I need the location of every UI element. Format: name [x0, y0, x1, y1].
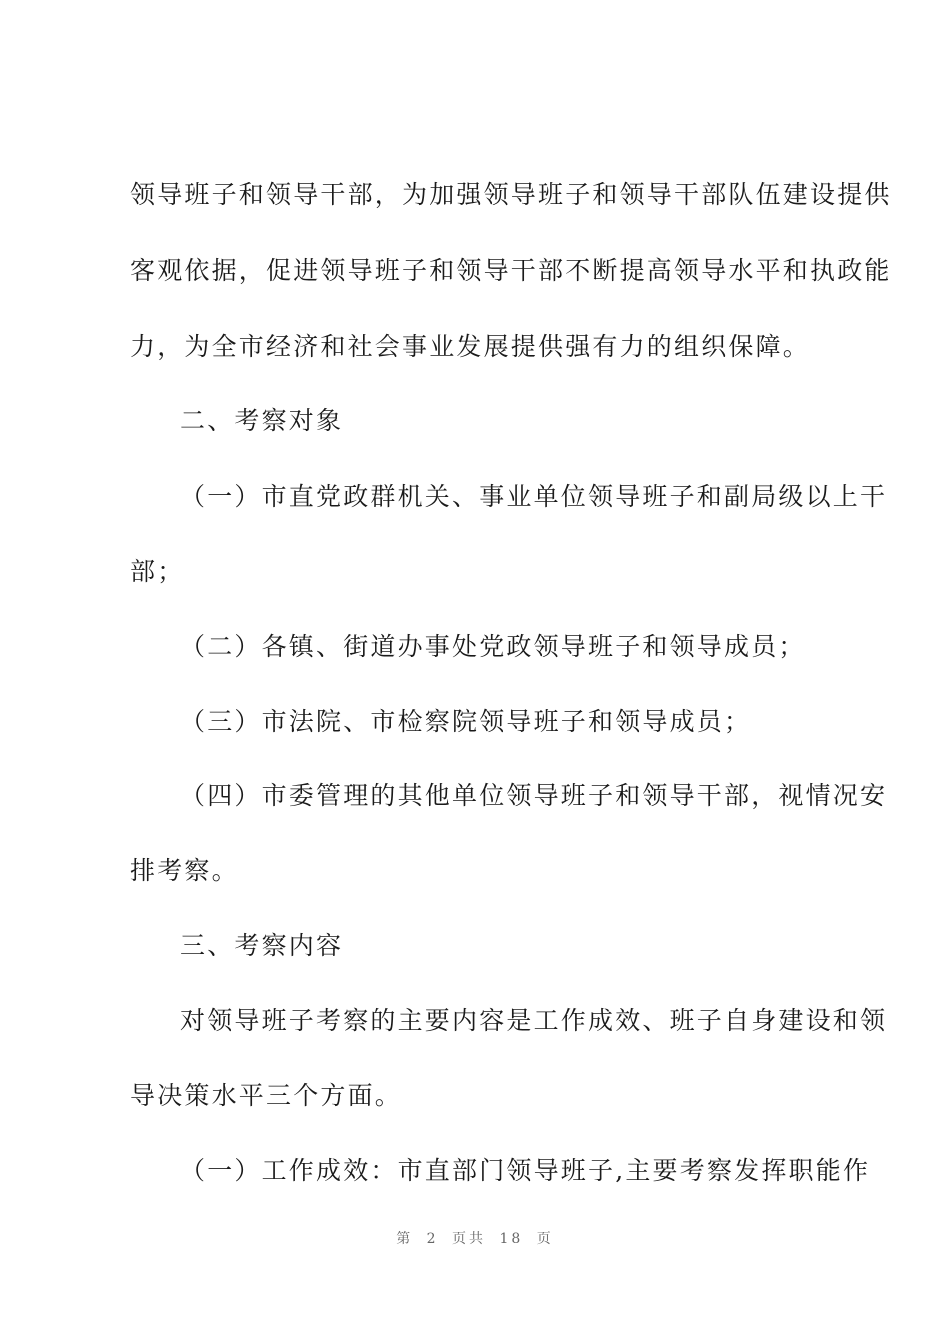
- section-heading: 三、考察内容: [180, 931, 344, 960]
- paragraph-line: 客观依据，促进领导班子和领导干部不断提高领导水平和执政能: [130, 256, 892, 285]
- list-item-line: 排考察。: [130, 856, 239, 885]
- paragraph-line: 领导班子和领导干部，为加强领导班子和领导干部队伍建设提供: [130, 180, 892, 209]
- list-item-line: （四）市委管理的其他单位领导班子和领导干部，视情况安: [180, 781, 888, 810]
- page-number-footer: 第 2 页共 18 页: [396, 1231, 554, 1247]
- paragraph-line: （一）工作成效：市直部门领导班子,主要考察发挥职能作: [180, 1156, 871, 1185]
- paragraph-line: 对领导班子考察的主要内容是工作成效、班子自身建设和领: [180, 1006, 888, 1035]
- list-item-line: 部；: [130, 557, 185, 586]
- list-item-line: （二）各镇、街道办事处党政领导班子和领导成员；: [180, 632, 806, 661]
- list-item-line: （一）市直党政群机关、事业单位领导班子和副局级以上干: [180, 482, 888, 511]
- paragraph-line: 力，为全市经济和社会事业发展提供强有力的组织保障。: [130, 332, 811, 361]
- paragraph-line: 导决策水平三个方面。: [130, 1081, 403, 1110]
- section-heading: 二、考察对象: [180, 406, 344, 435]
- list-item-line: （三）市法院、市检察院领导班子和领导成员；: [180, 707, 752, 736]
